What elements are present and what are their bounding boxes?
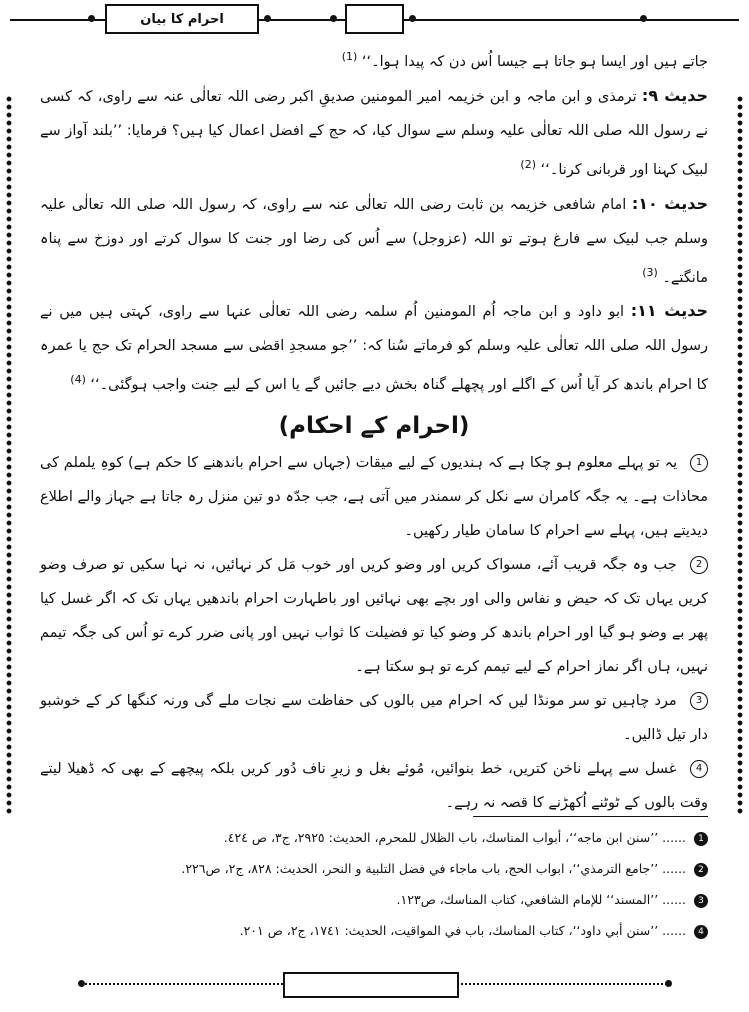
header-ornament-dot xyxy=(264,15,271,22)
rule-paragraph xyxy=(40,752,708,820)
rule-paragraph xyxy=(40,446,708,548)
footnote-text: ...... ’’سنن أبي داود‘‘، كتاب المناسك، باب في المواقيت، الحديث: ١٧٤١، ج٢، ص ٢٠١. xyxy=(239,923,687,938)
footnote-number: 3 xyxy=(694,894,708,908)
footnote xyxy=(180,915,708,946)
footnote-text: ...... ’’جامع الترمذي‘‘، ابواب الحج، باب ماجاء في فضل التلبية و النحر، الحديث: ٨٢٨، ج٢، ص٢٢٦. xyxy=(181,861,687,876)
paragraph-text: امام شافعی خزیمہ بن ثابت رضی اللہ تعالٰی عنہ سے راوی، کہ رسول اللہ صلی اللہ تعالٰی علیہ وسلم جب لبیک سے فارغ ہوتے تو اللہ (عزوجل) سے اُس کی رضا اور جنت کا سوال کرتے اور دوزخ سے پناہ مانگتے۔ xyxy=(40,196,708,286)
footer-label-box xyxy=(283,972,459,998)
paragraph-continuation xyxy=(40,40,708,79)
footnote-number: 1 xyxy=(694,832,708,846)
rule-text: یہ تو پہلے معلوم ہو چکا ہے کہ ہندیوں کے لیے میقات (جہاں سے احرام باندھنے کا حکم ہے) کوہِ یلملم کی محاذات ہے۔ یہ جگہ کامران سے نکل کر سمندر میں آتی ہے، جب جدّہ دو تین منزل رہ جاتا ہے جہاز والے اطلاع دیدیتے ہیں، پہلے سے احرام کا سامان طیار رکھیں۔ xyxy=(40,455,708,540)
hadith-paragraph xyxy=(40,79,708,187)
footnote xyxy=(180,853,708,884)
rule-number-circle: 2 xyxy=(690,556,708,574)
footnote xyxy=(180,884,708,915)
header-ornament-dot xyxy=(330,15,337,22)
section-heading: (احرام کے احکام) xyxy=(278,413,470,440)
footnotes xyxy=(180,822,708,946)
footnote-ref: (2) xyxy=(520,157,536,171)
paragraph-text: ابو داود و ابن ماجہ اُم المومنین اُم سلمہ رضی اللہ تعالٰی عنہا سے راوی، کہتی ہیں میں نے رسول اللہ صلی اللہ تعالٰی علیہ وسلم کو فرماتے سُنا کہ: ’’جو مسجدِ اقصٰی سے مسجد الحرام تک حج یا عمرہ کا احرام باندھ کر آیا اُس کے اگلے اور پچھلے گناہ بخش دیے جائیں گے یا اس کے لیے جنت واجب ہوگئی۔‘‘ xyxy=(40,304,708,394)
page-number-box xyxy=(345,4,404,34)
paragraph-text: ترمذی و ابن ماجہ و ابن خزیمہ امیر المومنین صدیقِ اکبر رضی اللہ تعالٰی عنہ سے راوی، کہ کسی نے رسول اللہ صلی اللہ تعالٰی علیہ وسلم سے سوال کیا، کہ حج کے افضل اعمال کیا ہیں؟ فرمایا: ’’بلند آواز سے لبیک کہنا اور قربانی کرنا۔‘‘ xyxy=(40,88,708,178)
footer-ornament-dot xyxy=(78,980,85,987)
rule-number-circle: 3 xyxy=(690,692,708,710)
left-chain-border xyxy=(5,95,13,815)
rule-paragraph xyxy=(40,684,708,752)
footnote-number: 2 xyxy=(694,863,708,877)
hadith-label: حدیث ۹: xyxy=(641,85,709,105)
rule-text: جب وہ جگہ قریب آئے، مسواک کریں اور وضو کریں اور خوب مَل کر نہائیں، نہ نہا سکیں تو صرف وضو کریں یہاں تک کہ حیض و نفاس والی اور بچے بھی نہائیں اور باطہارت احرام باندھیں یہاں تک کہ اگر غسل کیا پھر بے وضو ہو گیا اور احرام باندھ کر وضو کیا تو فضیلت کا ثواب نہیں اور پانی ضرر کرے تو اُس کی جگہ تیمم نہیں، ہاں اگر نماز احرام کے لیے تیمم کرے تو ہو سکتا ہے۔ xyxy=(40,557,708,676)
running-header-title: احرام کا بیان xyxy=(105,4,259,34)
footnote-ref: (1) xyxy=(341,50,358,63)
header-ornament-dot xyxy=(409,15,416,22)
rule-text: غسل سے پہلے ناخن کتریں، خط بنوائیں، مُوئے بغل و زیرِ ناف دُور کریں بلکہ پیچھے کے بھی کہ ڈھیلا لیتے وقت بالوں کے ٹوٹنے اُکھڑنے کا قصہ نہ رہے۔ xyxy=(40,761,708,812)
rule-number-circle: 4 xyxy=(690,760,708,778)
rule-paragraph xyxy=(40,548,708,684)
footnote-number: 4 xyxy=(694,925,708,939)
hadith-paragraph xyxy=(40,294,708,402)
footnote-text: ...... ’’المسند‘‘ للإمام الشافعي، كتاب المناسك، ص١٢٣. xyxy=(396,892,687,907)
header-ornament-dot xyxy=(640,15,647,22)
footnote-separator xyxy=(473,816,708,817)
hadith-label: حدیث ۱۰: xyxy=(631,193,708,213)
footnote-text: ...... ’’سنن ابن ماجه‘‘، أبواب المناسك، باب الظلال للمحرم، الحديث: ٢٩٢٥، ج٣، ص ٤٢٤. xyxy=(223,830,687,845)
rule-number-circle: 1 xyxy=(690,454,708,472)
rule-text: مرد چاہیں تو سر مونڈا لیں کہ احرام میں بالوں کی حفاظت سے نجات ملے گی ورنہ کنگھا کر کے خوشبو دار تیل ڈالیں۔ xyxy=(40,693,708,744)
footnote-ref: (4) xyxy=(70,373,86,387)
paragraph-text: جاتے ہیں اور ایسا ہو جاتا ہے جیسا اُس دن کہ پیدا ہوا۔‘‘ xyxy=(361,53,708,70)
hadith-paragraph xyxy=(40,187,708,295)
hadith-label: حدیث ۱۱: xyxy=(630,301,709,321)
footer-ornament-dot xyxy=(665,980,672,987)
footnote-ref: (3) xyxy=(642,265,658,279)
header-ornament-dot xyxy=(88,15,95,22)
footnote xyxy=(180,822,708,853)
page-body xyxy=(40,40,708,820)
right-chain-border xyxy=(736,95,744,815)
